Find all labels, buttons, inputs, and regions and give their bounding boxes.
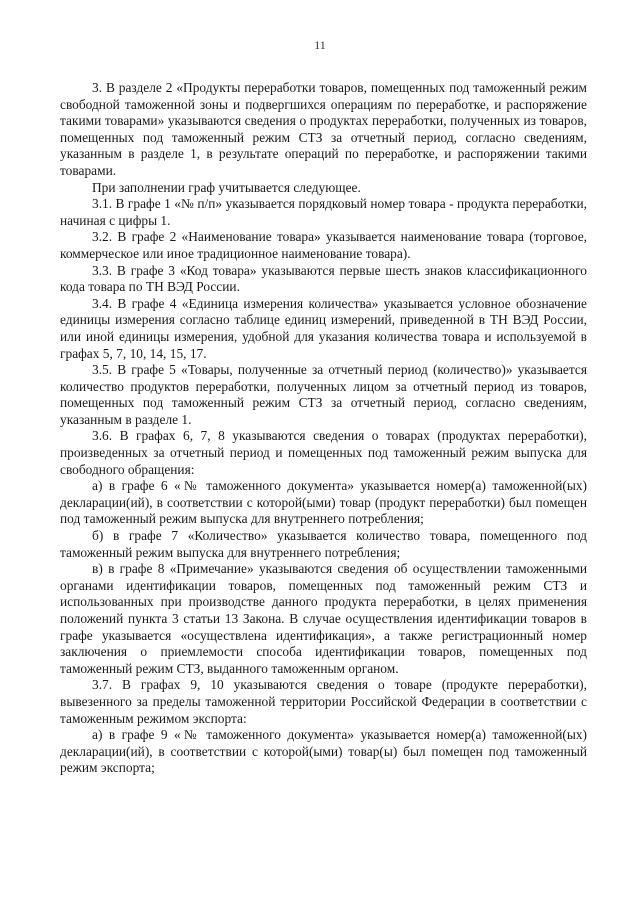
paragraph-3-1: 3.1. В графе 1 «№ п/п» указывается порядковый номер товара - продукта переработки, начиная с цифры 1. [60,196,587,228]
paragraph-3-6-a: а) в графе 6 «№ таможенного документа» указывается номер(а) таможенной(ых) декларации(ий), в соответствии с которой(ыми) товар (продукт переработки) был помещен под таможенный режим выпуска для внутреннего потребления; [60,478,587,527]
paragraph-3-4: 3.4. В графе 4 «Единица измерения количества» указывается условное обозначение единицы измерения согласно таблице единиц измерений, приведенной в ТН ВЭД России, или иной единицы измерения, удобной для указания количества товара и используемой в графах 5, 7, 10, 14, 15, 17. [60,295,587,361]
paragraph-3-6-b: б) в графе 7 «Количество» указывается количество товара, помещенного под таможенный режим выпуска для внутреннего потребления; [60,528,587,560]
page-number: 11 [314,38,326,52]
paragraph-3-6-v: в) в графе 8 «Примечание» указываются сведения об осуществлении таможенными органами идентификации товаров, помещенных под таможенный режим СТЗ и использованных при производстве данного продукта переработки, в целях применения положений пункта 3 статьи 13 Закона. В случае осуществления идентификации товаров в графе указывается «осуществлена идентификация», а также регистрационный номер заключения о приемлемости способа идентификации товаров, помещенных под таможенный режим СТЗ, выданного таможенным органом. [60,561,587,676]
paragraph-3-6: 3.6. В графах 6, 7, 8 указываются сведения о товарах (продуктах переработки), произведенных за отчетный период и помещенных под таможенный режим выпуска для свободного обращения: [60,428,587,477]
paragraph-section-3: 3. В разделе 2 «Продукты переработки товаров, помещенных под таможенный режим свободной таможенной зоны и подвергшихся операциям по переработке, и распоряжение такими товарами» указываются сведения о продуктах переработки, полученных из товаров, помещенных под таможенный режим СТЗ за отчетный период, согласно сведениям, указанным в разделе 1, в результате операций по переработке, и распоряжении такими товарами. [60,80,587,178]
paragraph-3-7: 3.7. В графах 9, 10 указываются сведения о товаре (продукте переработки), вывезенного за пределы таможенной территории Российской Федерации в соответствии с таможенным режимом экспорта: [60,677,587,726]
paragraph-3-7-a: а) в графе 9 «№ таможенного документа» указывается номер(а) таможенной(ых) декларации(ий), в соответствии с которой(ыми) товар(ы) был помещен под таможенный режим экспорта; [60,727,587,776]
paragraph-3-2: 3.2. В графе 2 «Наименование товара» указывается наименование товара (торговое, коммерческое или иное традиционное наименование товара). [60,229,587,261]
document-body [60,80,587,777]
paragraph-3-3: 3.3. В графе 3 «Код товара» указываются первые шесть знаков классификационного кода товара по ТН ВЭД России. [60,262,587,295]
paragraph-intro: При заполнении граф учитывается следующее. [92,179,361,195]
paragraph-3-5: 3.5. В графе 5 «Товары, полученные за отчетный период (количество)» указывается количество продуктов переработки, полученных лицом за отчетный период из товаров, помещенных под таможенный режим СТЗ за отчетный период, согласно сведениям, указанным в разделе 1. [60,362,587,427]
